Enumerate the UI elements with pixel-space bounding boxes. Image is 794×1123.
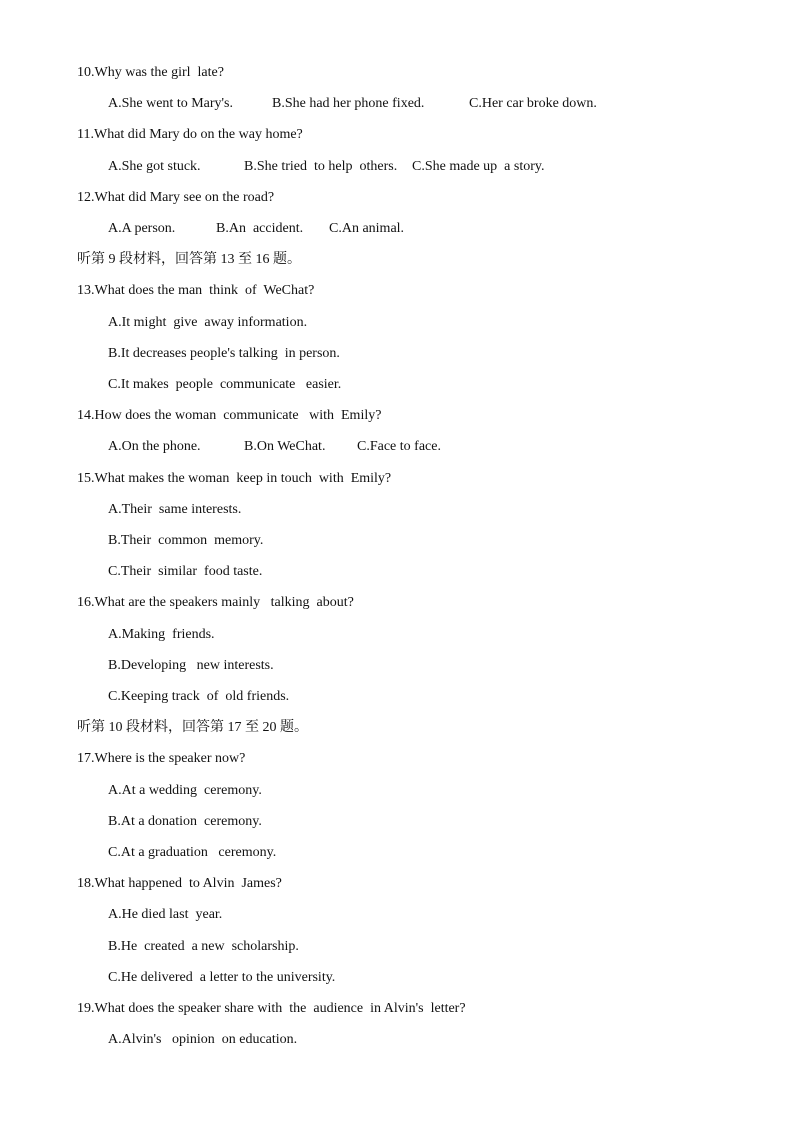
option-11c: C.She made up a story. [412, 159, 545, 174]
question-15: 15.What makes the woman keep in touch with Emily? [77, 471, 392, 486]
option-12a: A.A person. [108, 221, 176, 236]
option-15c: C.Their similar food taste. [108, 564, 263, 579]
option-13b: B.It decreases people's talking in person. [108, 346, 340, 361]
option-18b: B.He created a new scholarship. [108, 939, 299, 954]
option-10c: C.Her car broke down. [469, 96, 597, 111]
option-15a: A.Their same interests. [108, 502, 242, 517]
option-11b: B.She tried to help others. [244, 159, 398, 174]
option-17c: C.At a graduation ceremony. [108, 845, 277, 860]
option-18a: A.He died last year. [108, 907, 223, 922]
question-19: 19.What does the speaker share with the audience in Alvin's letter? [77, 1001, 466, 1016]
option-15b: B.Their common memory. [108, 533, 264, 548]
option-17b: B.At a donation ceremony. [108, 814, 262, 829]
question-11: 11.What did Mary do on the way home? [77, 127, 303, 142]
question-10: 10.Why was the girl late? [77, 65, 224, 80]
option-14c: C.Face to face. [357, 439, 441, 454]
question-16: 16.What are the speakers mainly talking about? [77, 595, 354, 610]
option-14b: B.On WeChat. [244, 439, 326, 454]
option-11a: A.She got stuck. [108, 159, 201, 174]
option-16b: B.Developing new interests. [108, 658, 274, 673]
question-13: 13.What does the man think of WeChat? [77, 283, 315, 298]
option-12b: B.An accident. [216, 221, 304, 236]
option-12c: C.An animal. [329, 221, 405, 236]
question-12: 12.What did Mary see on the road? [77, 190, 275, 205]
option-14a: A.On the phone. [108, 439, 201, 454]
option-10b: B.She had her phone fixed. [272, 96, 425, 111]
section-heading-10: 听第 10 段材料，回答第 17 至 20 题。 [77, 720, 308, 735]
option-17a: A.At a wedding ceremony. [108, 783, 262, 798]
option-16a: A.Making friends. [108, 627, 215, 642]
question-18: 18.What happened to Alvin James? [77, 876, 282, 891]
option-13a: A.It might give away information. [108, 315, 308, 330]
option-19a: A.Alvin's opinion on education. [108, 1032, 298, 1047]
question-14: 14.How does the woman communicate with Emily? [77, 408, 382, 423]
section-heading-9: 听第 9 段材料，回答第 13 至 16 题。 [77, 252, 301, 267]
option-10a: A.She went to Mary's. [108, 96, 234, 111]
question-17: 17.Where is the speaker now? [77, 751, 246, 766]
option-18c: C.He delivered a letter to the university. [108, 970, 336, 985]
option-16c: C.Keeping track of old friends. [108, 689, 290, 704]
option-13c: C.It makes people communicate easier. [108, 377, 342, 392]
